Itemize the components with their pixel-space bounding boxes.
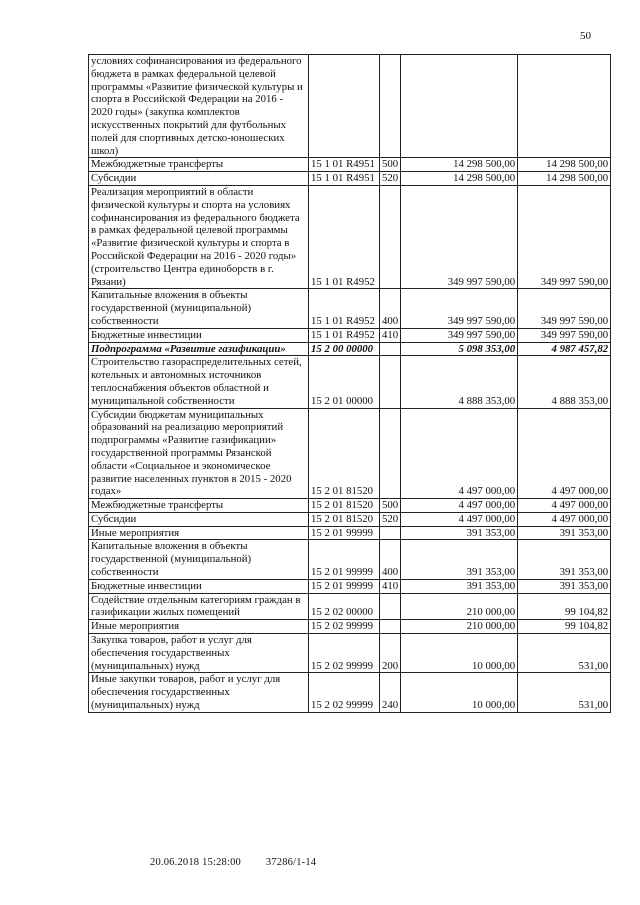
row-amount-approved-cell: 10 000,00 [401,673,518,712]
row-expense-type-cell: 400 [380,289,401,328]
row-amount-approved-cell: 391 353,00 [401,526,518,540]
row-code-cell [309,55,380,158]
row-expense-type-cell [380,342,401,356]
row-expense-type-cell [380,185,401,288]
row-expense-type-cell [380,593,401,620]
table-row [89,526,611,540]
budget-table-body [89,55,611,713]
row-name-cell: Субсидии [89,172,309,186]
row-code-cell: 15 2 01 99999 [309,526,380,540]
table-row [89,172,611,186]
row-expense-type-cell: 200 [380,634,401,673]
row-amount-executed-cell: 4 497 000,00 [518,408,611,499]
row-code-cell: 15 2 01 99999 [309,540,380,579]
row-name-cell: Иные мероприятия [89,620,309,634]
table-row [89,328,611,342]
row-amount-executed-cell: 99 104,82 [518,620,611,634]
row-expense-type-cell [380,356,401,408]
table-row [89,55,611,158]
table-row [89,579,611,593]
row-code-cell: 15 2 02 00000 [309,593,380,620]
row-amount-executed-cell: 349 997 590,00 [518,289,611,328]
row-code-cell: 15 2 02 99999 [309,673,380,712]
row-name-cell: Иные мероприятия [89,526,309,540]
row-amount-executed-cell: 14 298 500,00 [518,172,611,186]
row-amount-executed-cell: 4 888 353,00 [518,356,611,408]
row-expense-type-cell: 410 [380,579,401,593]
row-name-cell: Межбюджетные трансферты [89,499,309,513]
table-row [89,593,611,620]
footer-datetime: 20.06.2018 15:28:00 [150,857,242,868]
row-code-cell: 15 1 01 R4951 [309,172,380,186]
row-code-cell: 15 2 01 00000 [309,356,380,408]
row-code-cell: 15 1 01 R4951 [309,158,380,172]
table-row [89,673,611,712]
row-amount-approved-cell: 5 098 353,00 [401,342,518,356]
table-row [89,408,611,499]
row-amount-executed-cell: 349 997 590,00 [518,185,611,288]
row-code-cell: 15 1 01 R4952 [309,328,380,342]
row-code-cell: 15 2 02 99999 [309,634,380,673]
footer-document-number: 37286/1-14 [265,857,317,868]
row-amount-executed-cell: 391 353,00 [518,540,611,579]
row-expense-type-cell [380,55,401,158]
row-code-cell: 15 1 01 R4952 [309,289,380,328]
budget-table [88,54,611,713]
row-name-cell: Бюджетные инвестиции [89,328,309,342]
row-amount-executed-cell: 391 353,00 [518,579,611,593]
document-footer [150,857,316,868]
table-row [89,620,611,634]
row-amount-executed-cell: 14 298 500,00 [518,158,611,172]
row-amount-approved-cell: 210 000,00 [401,593,518,620]
row-amount-approved-cell [401,55,518,158]
table-row [89,499,611,513]
row-expense-type-cell: 410 [380,328,401,342]
row-expense-type-cell: 500 [380,158,401,172]
row-amount-approved-cell: 391 353,00 [401,540,518,579]
row-amount-approved-cell: 10 000,00 [401,634,518,673]
row-amount-approved-cell: 4 497 000,00 [401,512,518,526]
row-name-cell: Иные закупки товаров, работ и услуг для обеспечения государственных (муниципальных) нужд [89,673,309,712]
row-amount-executed-cell: 4 497 000,00 [518,499,611,513]
row-code-cell: 15 1 01 R4952 [309,185,380,288]
table-row [89,185,611,288]
row-amount-executed-cell: 99 104,82 [518,593,611,620]
row-name-cell: условиях софинансирования из федерального бюджета в рамках федеральной целевой программы «Развитие физической культуры и спорта в Российской Федерации на 2016 - 2020 годы» (закупка комплектов искусственных покрытий для футбольных полей для спортивных детско-юношеских школ) [89,55,309,158]
row-name-cell: Реализация мероприятий в области физической культуры и спорта на условиях софинансирования из федерального бюджета в рамках федеральной целевой программы «Развитие физической культуры и спорта в Российской Федерации на 2016 - 2020 годы» (строительство Центра единоборств в г. Рязани) [89,185,309,288]
row-expense-type-cell: 500 [380,499,401,513]
row-code-cell: 15 2 01 81520 [309,408,380,499]
row-expense-type-cell: 520 [380,172,401,186]
row-amount-executed-cell: 531,00 [518,634,611,673]
row-expense-type-cell: 240 [380,673,401,712]
row-code-cell: 15 2 00 00000 [309,342,380,356]
table-row [89,634,611,673]
row-expense-type-cell [380,620,401,634]
row-expense-type-cell: 520 [380,512,401,526]
row-name-cell: Субсидии бюджетам муниципальных образований на реализацию мероприятий подпрограммы «Развитие газификации» государственной программы Рязанской области «Социальное и экономическое развитие населенных пунктов в 2015 - 2020 годах» [89,408,309,499]
row-name-cell: Строительство газораспределительных сетей, котельных и автономных источников теплоснабжения объектов областной и муниципальной собственности [89,356,309,408]
row-amount-approved-cell: 349 997 590,00 [401,328,518,342]
row-amount-approved-cell: 349 997 590,00 [401,185,518,288]
table-row [89,342,611,356]
row-name-cell: Субсидии [89,512,309,526]
row-amount-executed-cell: 4 497 000,00 [518,512,611,526]
table-row [89,540,611,579]
row-name-cell: Капитальные вложения в объекты государственной (муниципальной) собственности [89,540,309,579]
row-amount-approved-cell: 210 000,00 [401,620,518,634]
row-amount-executed-cell [518,55,611,158]
row-amount-approved-cell: 14 298 500,00 [401,172,518,186]
row-name-cell: Бюджетные инвестиции [89,579,309,593]
row-code-cell: 15 2 01 81520 [309,512,380,526]
row-amount-approved-cell: 4 497 000,00 [401,499,518,513]
table-row [89,158,611,172]
row-name-cell: Межбюджетные трансферты [89,158,309,172]
row-expense-type-cell [380,408,401,499]
row-code-cell: 15 2 02 99999 [309,620,380,634]
row-expense-type-cell [380,526,401,540]
row-amount-approved-cell: 14 298 500,00 [401,158,518,172]
row-amount-approved-cell: 4 497 000,00 [401,408,518,499]
row-amount-executed-cell: 349 997 590,00 [518,328,611,342]
table-row [89,512,611,526]
row-amount-approved-cell: 391 353,00 [401,579,518,593]
row-code-cell: 15 2 01 81520 [309,499,380,513]
row-code-cell: 15 2 01 99999 [309,579,380,593]
row-amount-executed-cell: 391 353,00 [518,526,611,540]
table-row [89,356,611,408]
table-row [89,289,611,328]
row-name-cell: Закупка товаров, работ и услуг для обеспечения государственных (муниципальных) нужд [89,634,309,673]
row-amount-approved-cell: 349 997 590,00 [401,289,518,328]
page-number: 50 [580,30,591,42]
row-amount-executed-cell: 4 987 457,82 [518,342,611,356]
row-amount-approved-cell: 4 888 353,00 [401,356,518,408]
row-amount-executed-cell: 531,00 [518,673,611,712]
row-name-cell: Капитальные вложения в объекты государственной (муниципальной) собственности [89,289,309,328]
row-name-cell: Содействие отдельным категориям граждан в газификации жилых помещений [89,593,309,620]
row-name-cell: Подпрограмма «Развитие газификации» [89,342,309,356]
row-expense-type-cell: 400 [380,540,401,579]
